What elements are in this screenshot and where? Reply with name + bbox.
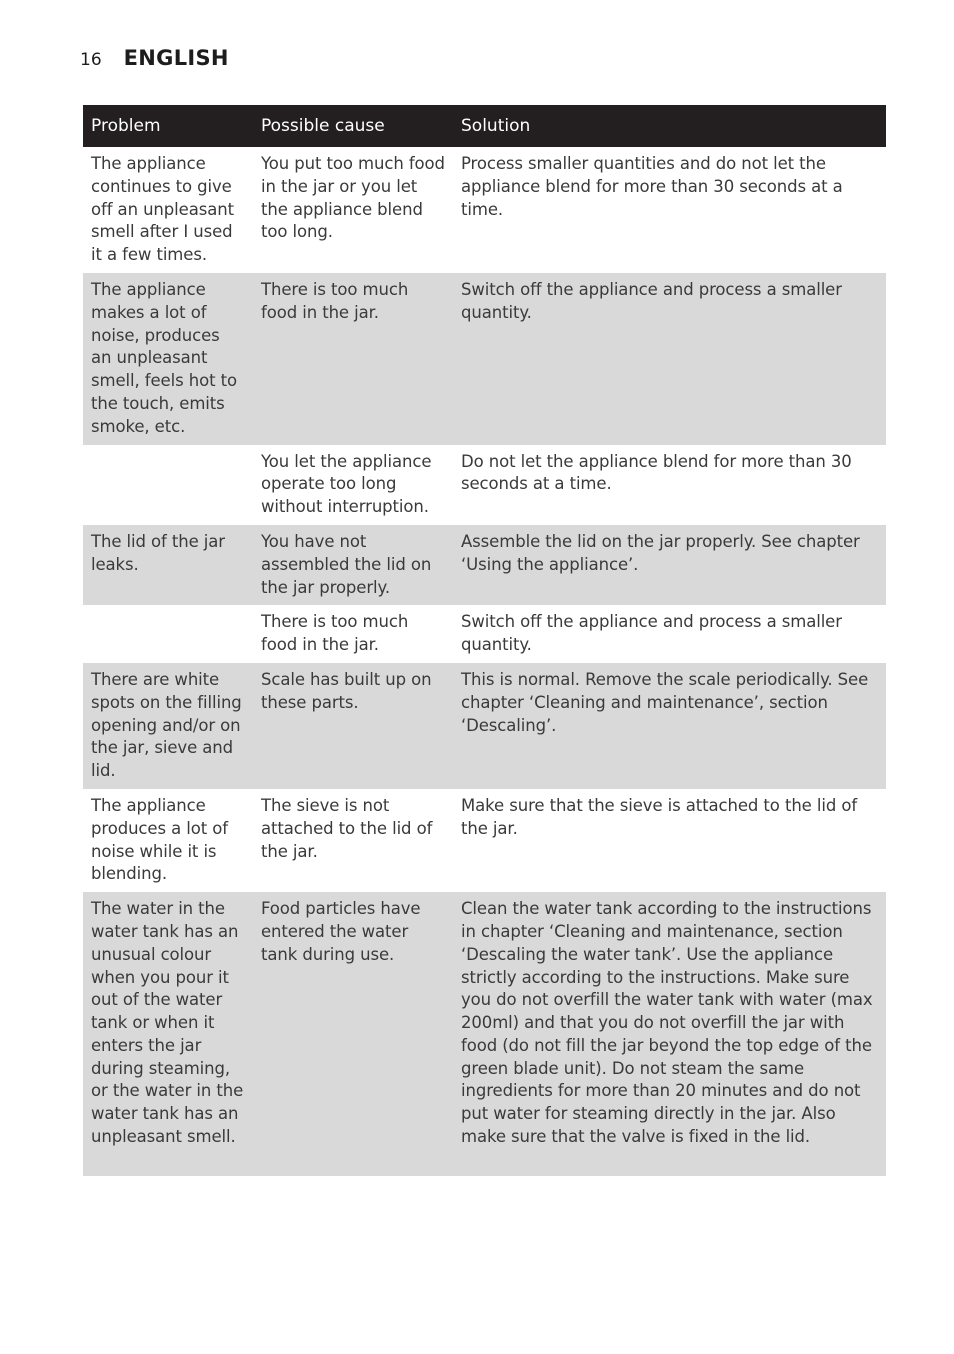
solution-cell: Process smaller quantities and do not let the appliance blend for more than 30 seconds at a time. — [461, 154, 843, 219]
language-heading: ENGLISH — [123, 46, 229, 70]
problem-cell: The appliance produces a lot of noise while it is blending. — [91, 795, 228, 884]
table-row — [83, 605, 886, 663]
solution-cell: Do not let the appliance blend for more than 30 seconds at a time. — [461, 451, 852, 494]
cause-cell: You let the appliance operate too long without interruption. — [261, 451, 432, 517]
cause-cell: There is too much food in the jar. — [253, 273, 453, 445]
cause-cell: There is too much food in the jar. — [261, 612, 409, 655]
solution-cell: Make sure that the sieve is attached to the lid of the jar. — [461, 795, 858, 838]
column-header-solution: Solution — [453, 105, 886, 147]
solution-cell: Switch off the appliance and process a smaller quantity. — [453, 273, 886, 445]
cause-cell: You put too much food in the jar or you let the appliance blend too long. — [261, 154, 445, 242]
page-number: 16 — [80, 50, 102, 70]
table-row — [83, 273, 886, 445]
cause-cell: Food particles have entered the water tank during use. — [253, 892, 453, 1176]
problem-cell: The appliance continues to give off an unpleasant smell after I used it a few times. — [91, 154, 234, 265]
column-header-problem: Problem — [83, 105, 253, 147]
problem-cell: The lid of the jar leaks. — [83, 525, 253, 605]
problem-cell: The appliance makes a lot of noise, produces an unpleasant smell, feels hot to the touch, emits smoke, etc. — [83, 273, 253, 445]
cause-cell: Scale has built up on these parts. — [253, 663, 453, 789]
problem-cell: There are white spots on the filling opening and/or on the jar, sieve and lid. — [83, 663, 253, 789]
page-header — [80, 46, 229, 70]
table-row — [83, 663, 886, 789]
solution-cell: Switch off the appliance and process a smaller quantity. — [461, 612, 842, 655]
solution-cell: This is normal. Remove the scale periodically. See chapter ‘Cleaning and maintenance’, section ‘Descaling’. — [453, 663, 886, 789]
table-row — [83, 147, 886, 273]
problem-cell: The water in the water tank has an unusual colour when you pour it out of the water tank or when it enters the jar during steaming, or the water in the water tank has an unpleasant smell. — [83, 892, 253, 1176]
table-row — [83, 525, 886, 605]
table-row — [83, 445, 886, 525]
troubleshooting-table — [83, 105, 886, 1176]
column-header-cause: Possible cause — [253, 105, 453, 147]
solution-cell: Clean the water tank according to the instructions in chapter ‘Cleaning and maintenance, section ‘Descaling the water tank’. Use the appliance strictly according to the instructions. Make sure you do not overfill the water tank with water (max 200ml) and that you do not overfill the jar with food (do not fill the jar beyond the top edge of the green blade unit). Do not steam the same ingredients for more than 20 minutes and do not put water for steaming directly in the jar. Also make sure that the valve is fixed in the lid. — [453, 892, 886, 1176]
cause-cell: The sieve is not attached to the lid of the jar. — [261, 795, 433, 861]
problem-cell — [83, 605, 253, 663]
table-row — [83, 789, 886, 892]
table-row — [83, 892, 886, 1176]
problem-cell — [83, 445, 253, 525]
solution-cell: Assemble the lid on the jar properly. See chapter ‘Using the appliance’. — [453, 525, 886, 605]
table-header-row — [83, 105, 886, 147]
cause-cell: You have not assembled the lid on the jar properly. — [253, 525, 453, 605]
